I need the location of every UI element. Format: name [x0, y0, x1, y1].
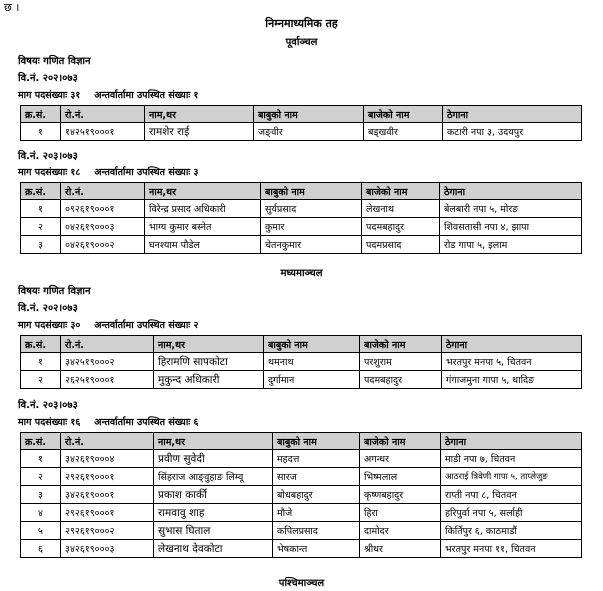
address-cell: कटारी नपा ३, उदयपुर: [443, 123, 582, 141]
address-cell: राप्ती नपा ८, चितवन: [441, 486, 582, 504]
father-cell: मौजे: [273, 504, 360, 522]
serial-cell: १: [21, 353, 61, 371]
subject-heading: विषयः गणित विज्ञान: [18, 56, 91, 67]
column-header: रो.नं.: [61, 106, 145, 123]
roll-cell: ३४२६१९०००१: [61, 486, 154, 504]
column-header: बाबुको नाम: [273, 433, 360, 450]
column-header: ठेगाना: [441, 433, 582, 450]
column-header: नाम,थर: [145, 183, 261, 200]
serial-cell: २: [21, 218, 61, 236]
candidate-table: [20, 182, 582, 254]
table-row: [21, 486, 582, 504]
demand-count: माग पदसंख्याः १६: [18, 417, 81, 428]
name-cell: सुभास घिताल: [154, 522, 273, 540]
table-row: [21, 218, 582, 236]
grandfather-cell: पदमप्रसाद: [362, 236, 440, 254]
column-header: ठेगाना: [443, 106, 582, 123]
table-header-row: [21, 183, 582, 200]
column-header: क्र.सं.: [21, 336, 61, 353]
address-cell: रोड गापा ५, इलाम: [440, 236, 582, 254]
address-cell: भरतपुर मनपा ५, चितवन: [442, 353, 582, 371]
grandfather-cell: श्रीधर: [360, 540, 441, 558]
candidate-table: [20, 105, 582, 141]
column-header: नाम,थर: [154, 433, 273, 450]
address-cell: किर्तिपुर ६, काठमाडौं: [441, 522, 582, 540]
grandfather-cell: भिष्मलाल: [360, 468, 441, 486]
father-cell: बोधबहादुर: [273, 486, 360, 504]
father-cell: थमनाथ: [264, 353, 360, 371]
column-header: नाम,थर: [154, 336, 264, 353]
name-cell: प्रकाश कार्की: [154, 486, 273, 504]
serial-cell: १: [21, 200, 61, 218]
column-header: बाजेको नाम: [362, 183, 440, 200]
column-header: क्र.सं.: [21, 183, 61, 200]
column-header: नाम,थर: [145, 106, 254, 123]
table-row: [21, 353, 582, 371]
grandfather-cell: पदमबहादुर: [362, 218, 440, 236]
candidate-table: [20, 335, 582, 389]
grandfather-cell: पदमबहादुर: [360, 371, 442, 389]
address-cell: भरतपुर मनपा ११, चितवन: [441, 540, 582, 558]
name-cell: हिरामणि सापकोटा: [154, 353, 264, 371]
grandfather-cell: हिरा: [360, 504, 441, 522]
roll-cell: ३४२६१९०००४: [61, 450, 154, 468]
column-header: क्र.सं.: [21, 106, 61, 123]
name-cell: भाग्य कुमार बस्नेत: [145, 218, 261, 236]
address-cell: हरिपुर्वा नपा ५, सर्लाही: [441, 504, 582, 522]
present-count: अन्तर्वार्तामा उपस्थित संख्याः २: [94, 320, 199, 331]
column-header: ठेगाना: [442, 336, 582, 353]
roll-cell: ०४२६१९०००२: [61, 236, 145, 254]
roll-cell: १४२५१९०००१: [61, 123, 145, 141]
name-cell: सिंहराज आङ्वुहाङ लिम्वू: [154, 468, 273, 486]
roll-cell: २६२५१९०००१: [61, 371, 154, 389]
region-heading-purwanchal: पूर्वाञ्चल: [285, 37, 318, 48]
column-header: रो.नं.: [61, 336, 154, 353]
vacancy-number: वि.नं. २०३।०७३: [18, 400, 78, 411]
vacancy-number: वि.नं. २०२।०७३: [18, 303, 78, 314]
column-header: रो.नं.: [61, 183, 145, 200]
grandfather-cell: दामोदर: [360, 522, 441, 540]
demand-count-line: [18, 415, 198, 428]
present-count: अन्तर्वार्तामा उपस्थित संख्याः ३: [94, 167, 199, 178]
grandfather-cell: परशुराम: [360, 353, 442, 371]
table-row: [21, 371, 582, 389]
present-count: अन्तर्वार्तामा उपस्थित संख्याः १: [94, 90, 199, 101]
table-header-row: [21, 336, 582, 353]
roll-cell: २९२६१९०००२: [61, 522, 154, 540]
table-row: [21, 540, 582, 558]
grandfather-cell: लेखनाथ: [362, 200, 440, 218]
serial-cell: ५: [21, 522, 61, 540]
roll-cell: २९२६१९०००१: [61, 468, 154, 486]
roll-cell: २९२६१९०००१: [61, 504, 154, 522]
grandfather-cell: कृष्णबहादुर: [360, 486, 441, 504]
address-cell: आठराई त्रिवेणी गापा ५, ताप्लेजुङ: [441, 468, 582, 486]
table-row: [21, 522, 582, 540]
name-cell: विरेन्द्र प्रसाद अधिकारी: [145, 200, 261, 218]
demand-count-line: [18, 318, 198, 331]
region-heading-pashchimanchal: पश्चिमाञ्चल: [278, 578, 325, 589]
address-cell: माडी नपा ७, चितवन: [441, 450, 582, 468]
demand-count: माग पदसंख्याः ३१: [18, 90, 81, 101]
serial-cell: २: [21, 468, 61, 486]
name-cell: लेखनाथ देवकोटा: [154, 540, 273, 558]
grandfather-cell: अगन्धर: [360, 450, 441, 468]
serial-cell: ४: [21, 504, 61, 522]
page-title: निम्नमाध्यमिक तह: [265, 17, 338, 30]
grandfather-cell: बड्खवीर: [364, 123, 443, 141]
table-row: [21, 504, 582, 522]
demand-count: माग पदसंख्याः १८: [18, 167, 81, 178]
father-cell: महदत्त: [273, 450, 360, 468]
father-cell: भेषकान्त: [273, 540, 360, 558]
table-row: [21, 450, 582, 468]
column-header: ठेगाना: [440, 183, 582, 200]
column-header: बाबुको नाम: [254, 106, 364, 123]
address-cell: बेलबारी नपा ५, मोरङ: [440, 200, 582, 218]
table-row: [21, 236, 582, 254]
table-header-row: [21, 433, 582, 450]
father-cell: कपिलप्रसाद: [273, 522, 360, 540]
serial-cell: ६: [21, 540, 61, 558]
subject-heading: विषयः गणित विज्ञान: [18, 286, 91, 297]
serial-cell: ३: [21, 486, 61, 504]
demand-count-line: [18, 88, 198, 101]
name-cell: प्रवीण सुवेदी: [154, 450, 273, 468]
demand-count-line: [18, 165, 198, 178]
column-header: बाजेको नाम: [360, 433, 441, 450]
column-header: बाबुको नाम: [261, 183, 362, 200]
vacancy-number: वि.नं. २०२।०७३: [18, 73, 78, 84]
column-header: क्र.सं.: [21, 433, 61, 450]
demand-count: माग पदसंख्याः ३०: [18, 320, 81, 331]
table-row: [21, 468, 582, 486]
region-heading-madhyamanchal: मध्यमाञ्चल: [280, 268, 323, 279]
roll-cell: ३४२६१९०००३: [61, 540, 154, 558]
name-cell: घनश्याम पौडेल: [145, 236, 261, 254]
roll-cell: ३४२५१९०००२: [61, 353, 154, 371]
column-header: बाजेको नाम: [360, 336, 442, 353]
roll-cell: ०९२६१९०००१: [61, 200, 145, 218]
address-cell: गंगाजमुना गापा ५, धादिङ: [442, 371, 582, 389]
father-cell: चेतनकुमार: [261, 236, 362, 254]
name-cell: रामशेर राई: [145, 123, 254, 141]
father-cell: दुर्गामान: [264, 371, 360, 389]
father-cell: सुर्यप्रसाद: [261, 200, 362, 218]
father-cell: कुमार: [261, 218, 362, 236]
table-row: [21, 123, 582, 141]
name-cell: मुकुन्द अधिकारी: [154, 371, 264, 389]
column-header: रो.नं.: [61, 433, 154, 450]
column-header: बाजेको नाम: [364, 106, 443, 123]
serial-cell: २: [21, 371, 61, 389]
page-fragment-text: छ ।: [4, 1, 20, 14]
table-row: [21, 200, 582, 218]
vacancy-number: वि.नं. २०३।०७३: [18, 151, 78, 162]
father-cell: जङ्वीर: [254, 123, 364, 141]
address-cell: शिवसतासी नपा ४, झापा: [440, 218, 582, 236]
candidate-table: [20, 432, 582, 558]
serial-cell: १: [21, 123, 61, 141]
serial-cell: १: [21, 450, 61, 468]
column-header: बाबुको नाम: [264, 336, 360, 353]
table-header-row: [21, 106, 582, 123]
father-cell: सारज: [273, 468, 360, 486]
serial-cell: ३: [21, 236, 61, 254]
roll-cell: ०४२६१९०००३: [61, 218, 145, 236]
present-count: अन्तर्वार्तामा उपस्थित संख्याः ६: [94, 417, 199, 428]
name-cell: रामवावु शाह: [154, 504, 273, 522]
